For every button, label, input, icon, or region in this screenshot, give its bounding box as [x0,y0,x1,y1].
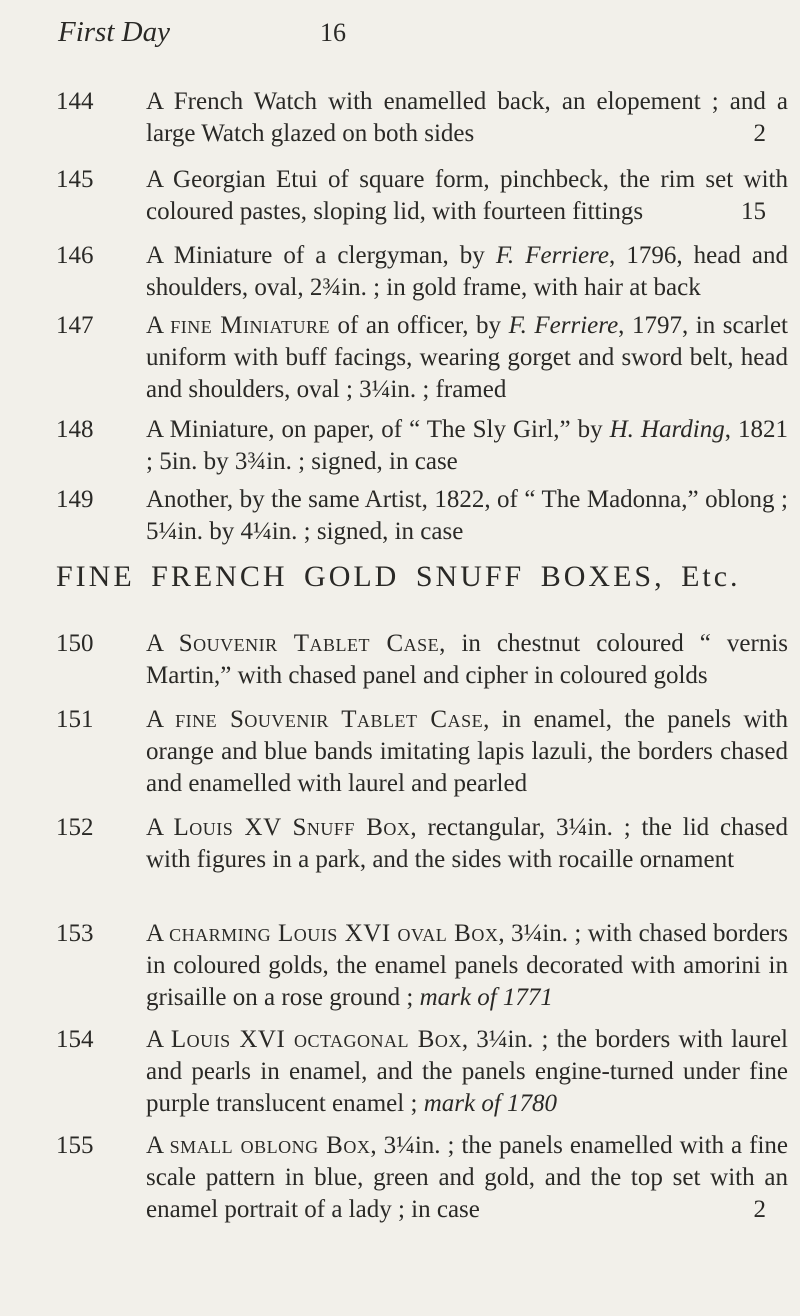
lot-quantity: 2 [753,120,766,147]
section-heading: FINE FRENCH GOLD SNUFF BOXES, Etc. [56,560,741,593]
lot-title: fine Souvenir Tablet Case [175,706,484,733]
lot-number: 151 [56,706,94,733]
lot-title: Louis XV Snuff Box [173,814,411,841]
lot-number: 155 [56,1132,94,1159]
lot-entry [56,484,788,548]
lot-description: A Louis XVI octagonal Box, 3¼in. ; the borders with laurel and pearls in enamel, and the panels engine-turned under fine purple translucent enamel ; mark of 1780 [146,1026,789,1117]
page-number: 16 [320,18,346,47]
artist-name: F. Ferriere [508,312,619,339]
artist-name: H. Harding [609,416,725,443]
lot-entry [56,812,788,876]
lot-entry [56,1130,788,1226]
lot-description: A Souvenir Tablet Case, in chestnut coloured “ vernis Martin,” with chased panel and cipher in coloured golds [146,630,788,689]
lot-entry [56,628,788,692]
lot-entry [56,164,788,228]
lot-number: 145 [56,166,94,193]
lot-title: small oblong Box [169,1132,371,1159]
lot-description: A French Watch with enamelled back, an elopement ; and a large Watch glazed on both sides 2 [146,86,788,150]
lot-quantity: 2 [753,1196,766,1223]
lot-entry [56,86,788,150]
lot-description: A charming Louis XVI oval Box, 3¼in. ; with chased borders in coloured golds, the enamel panels decorated with amorini in grisaille on a rose ground ; mark of 1771 [146,920,788,1011]
lot-entry [56,1024,788,1120]
lot-entry [56,414,788,478]
lot-entry [56,310,788,406]
running-head [58,16,778,49]
lot-description: A Georgian Etui of square form, pinchbeck, the rim set with coloured pastes, sloping lid, with fourteen fittings 15 [146,164,788,228]
lot-entry [56,240,788,304]
lot-number: 144 [56,88,94,115]
lot-entry [56,704,788,800]
lot-description: A Miniature of a clergyman, by F. Ferriere, 1796, head and shoulders, oval, 2¾in. ; in gold frame, with hair at back [146,242,788,301]
lot-number: 152 [56,814,94,841]
lot-entry [56,918,788,1014]
lot-title: fine Miniature [170,312,330,339]
maker-mark: mark of 1780 [423,1090,558,1117]
lot-description: A Louis XV Snuff Box, rectangular, 3¼in. ; the lid chased with figures in a park, and the sides with rocaille ornament [146,814,788,873]
artist-name: F. Ferriere [495,242,610,269]
lot-title: charming Louis XVI oval Box [169,920,499,947]
lot-description: A Miniature, on paper, of “ The Sly Girl,” by H. Harding, 1821 ; 5in. by 3¾in. ; signed, in case [146,416,788,475]
maker-mark: mark of 1771 [419,984,553,1011]
lot-number: 153 [56,920,94,947]
lot-title: Souvenir Tablet Case [178,630,440,657]
lot-description: A fine Miniature of an officer, by F. Ferriere, 1797, in scarlet uniform with buff facings, wearing gorget and sword belt, head and shoulders, oval ; 3¼in. ; framed [146,312,788,403]
lot-number: 154 [56,1026,94,1053]
lot-quantity: 15 [741,198,766,225]
lot-description: A small oblong Box, 3¼in. ; the panels enamelled with a fine scale pattern in blue, green and gold, and the top set with an enamel portrait of a lady ; in case 2 [146,1130,788,1226]
lot-number: 147 [56,312,94,339]
lot-number: 150 [56,630,94,657]
running-head-title: First Day [58,16,170,48]
lot-description: Another, by the same Artist, 1822, of “ The Madonna,” oblong ; 5¼in. by 4¼in. ; signed, in case [146,486,788,545]
lot-number: 146 [56,242,94,269]
lot-title: Louis XVI octagonal Box [170,1026,462,1053]
lot-description: A fine Souvenir Tablet Case, in enamel, the panels with orange and blue bands imitating lapis lazuli, the borders chased and enamelled with laurel and pearled [146,706,788,797]
lot-number: 149 [56,486,94,513]
lot-number: 148 [56,416,94,443]
